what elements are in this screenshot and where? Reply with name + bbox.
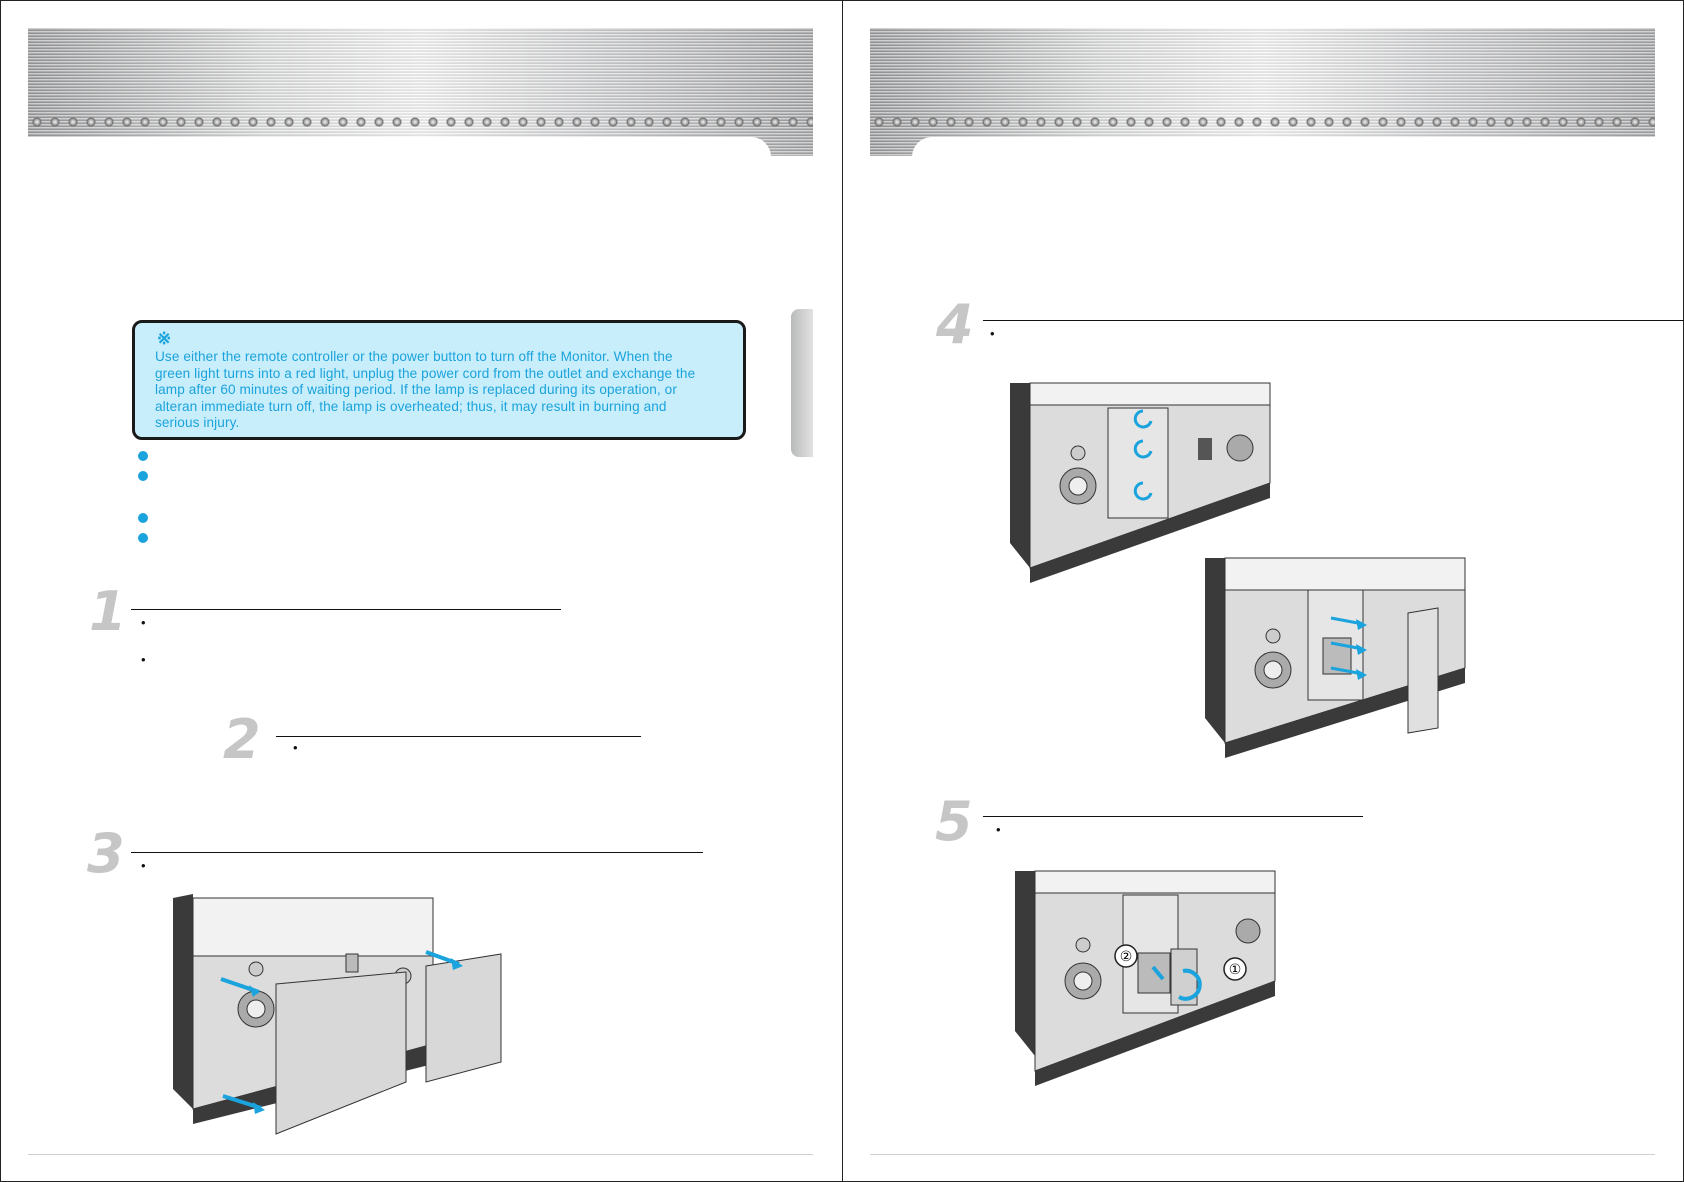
brushed-metal-header <box>28 28 813 156</box>
step-1-rule <box>131 609 561 610</box>
step-2-rule <box>276 736 641 737</box>
side-tab-marker <box>791 309 813 457</box>
caution-line-4: alteran immediate turn off, the lamp is overheated; thus, it may result in burning and <box>155 398 667 414</box>
caution-line-1: Use either the remote controller or the power button to turn off the Monitor. When the <box>155 349 673 364</box>
illustration-release-lamp <box>1013 871 1283 1081</box>
step-number-1: 1 <box>89 580 127 643</box>
step-2-bullet: • <box>293 740 298 755</box>
step-5-bullet: • <box>996 822 1001 837</box>
bullet-dot-icon <box>138 451 148 461</box>
right-footer-line <box>870 1154 1655 1155</box>
step-number-3: 3 <box>87 822 125 885</box>
caution-box <box>132 320 746 440</box>
caution-line-2: green light turns into a red light, unplug the power cord from the outlet and exchange the <box>155 365 696 381</box>
illustration-unscrew-lamp-cover <box>1008 383 1278 573</box>
step-number-4: 4 <box>936 293 974 356</box>
caution-line-5: serious injury. <box>155 415 240 431</box>
caution-line-3: lamp after 60 minutes of waiting period. If the lamp is replaced during its operation, or <box>155 382 677 398</box>
caution-mark-icon: ※ <box>157 329 172 348</box>
step-4-bullet: • <box>990 326 995 341</box>
left-footer-line <box>28 1154 813 1155</box>
step-4-rule <box>983 320 1684 321</box>
illustration-remove-lamp-cover <box>1203 558 1473 758</box>
header-tab-cutout <box>28 137 771 157</box>
step-5-rule <box>983 816 1363 817</box>
illustration-remove-front-panels <box>171 894 511 1134</box>
callout-2-label: ② <box>1119 949 1133 965</box>
step-3-rule <box>131 852 703 853</box>
bullet-dot-icon <box>138 471 148 481</box>
step-1-bullet: • <box>141 652 146 667</box>
step-3-bullet: • <box>141 858 146 873</box>
step-1-bullet: • <box>141 615 146 630</box>
step-number-2: 2 <box>223 708 261 771</box>
rivet-strip <box>870 116 1655 128</box>
rivet-strip <box>28 116 813 128</box>
bullet-dot-icon <box>138 533 148 543</box>
right-page <box>843 0 1684 1182</box>
bullet-dot-icon <box>138 513 148 523</box>
step-number-5: 5 <box>935 790 973 853</box>
header-tab-cutout <box>912 137 1655 157</box>
brushed-metal-header <box>870 28 1655 156</box>
callout-1-label: ① <box>1228 962 1242 978</box>
